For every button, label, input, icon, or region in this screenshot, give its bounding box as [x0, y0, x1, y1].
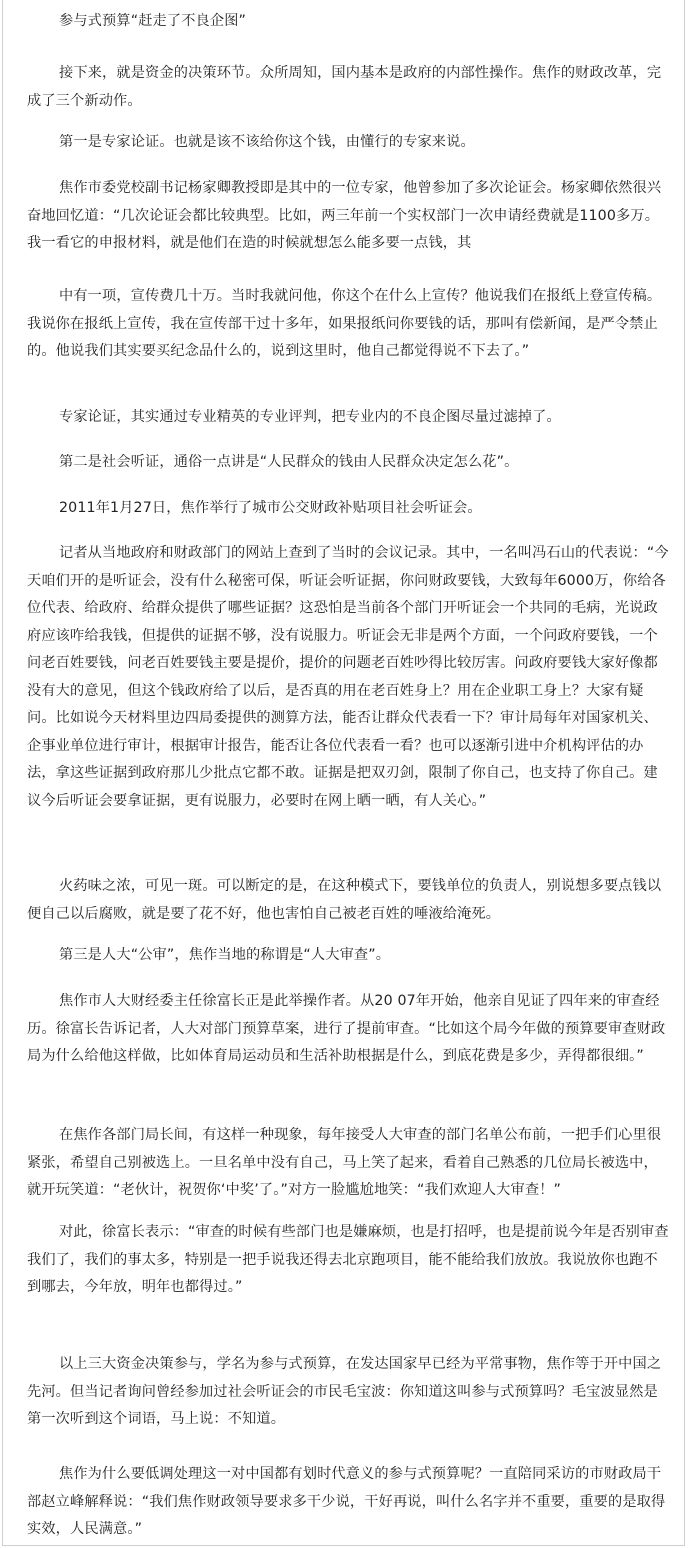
paragraph-expert-summary: 专家论证，其实通过专业精英的专业评判，把专业内的不良企图尽量过滤掉了。 — [59, 409, 561, 425]
paragraph-low-profile: 焦作为什么要低调处理这一对中国都有划时代意义的参与式预算呢？一直陪同采访的市财政局干部赵立峰解释说：“我们焦作财政领导要求多干少说，干好再说，叫什么名字并不重要，重要的是取得实效，人民满意。” — [27, 1466, 666, 1537]
paragraph-yang-quote-continued: 中有一项，宣传费几十万。当时我就问他，你这个在什么上宣传？他说我们在报纸上登宣传稿。我说你在报纸上宣传，我在宣传部干过十多年，如果报纸问你要钱的话，那叫有偿新闻，是严令禁止的。他说我们其实要买纪念品什么的，说到这里时，他自己都觉得说不下去了。” — [27, 288, 662, 359]
paragraph-public-hearing: 第二是社会听证，通俗一点讲是“人民群众的钱由人民群众决定怎么花”。 — [59, 454, 519, 470]
paragraph-hearing-date: 2011年1月27日，焦作举行了城市公交财政补贴项目社会听证会。 — [59, 500, 482, 516]
paragraph-xu-response: 对此，徐富长表示：“审查的时候有些部门也是嫌麻烦，也是打招呼，也是提前说今年是否别审查我们了，我们的事太多，特别是一把手说我还得去北京跑项目，能不能给我们放放。我说放你也跑不到哪去，今年放，明年也都得过。” — [27, 1224, 669, 1295]
paragraph-npc-review: 第三是人大“公审”，焦作当地的称谓是“人大审查”。 — [59, 947, 391, 963]
paragraph-hearing-comment: 火药味之浓，可见一斑。可以断定的是，在这种模式下，要钱单位的负责人，别说想多要点钱以便自己以后腐败，就是要了花不好，他也害怕自己被老百姓的唾液给淹死。 — [27, 878, 662, 922]
paragraph-yang-jiaqing: 焦作市委党校副书记杨家卿教授即是其中的一位专家，他曾参加了多次论证会。杨家卿依然很兴奋地回忆道：“几次论证会都比较典型。比如，两三年前一个实权部门一次申请经费就是1100多万。我一看它的申报材料，就是他们在造的时候就想怎么能多要一点钱，其 — [27, 180, 662, 251]
paragraph-feng-shishan: 记者从当地政府和财政部门的网站上查到了当时的会议记录。其中，一名叫冯石山的代表说：“今天咱们开的是听证会，没有什么秘密可保，听证会听证据，你问财政要钱，大致每年6000万，你给各位代表、给政府、给群众提供了哪些证据？这恐怕是当前各个部门开听证会一个共同的毛病，光说政府应该咋给我钱，但提供的证据不够，没有说服力。听证会无非是两个方面，一个问政府要钱，一个问老百姓要钱，问老百姓要钱主要是提价，提价的问题老百姓吵得比较厉害。问政府要钱大家好像都没有大的意见，但这个钱政府给了以后，是否真的用在老百姓身上？用在企业职工身上？大家有疑问。比如说今天材料里边四局委提供的测算方法，能否让群众代表看一下？审计局每年对国家机关、企事业单位进行审计，根据审计报告，能否让各位代表看一看？也可以逐渐引进中介机构评估的办法，拿这些证据到政府那儿少批点它都不敢。证据是把双刃剑，限制了你自己，也支持了你自己。建议今后听证会要拿证据，更有说服力，必要时在网上晒一晒，有人关心。” — [27, 545, 669, 809]
paragraph-participatory-budget: 以上三大资金决策参与，学名为参与式预算，在发达国家早已经为平常事物，焦作等于开中国之先河。但当记者询问曾经参加过社会听证会的市民毛宝波：你知道这叫参与式预算吗？毛宝波显然是第一次听到这个词语，马上说：不知道。 — [27, 1356, 662, 1427]
section-heading: 参与式预算“赶走了不良企图” — [59, 13, 247, 29]
paragraph-expert-review: 第一是专家论证。也就是该不该给你这个钱，由懂行的专家来说。 — [59, 134, 475, 150]
paragraph-xu-fuchang: 焦作市人大财经委主任徐富长正是此举操作者。从20 07年开始，他亲自见证了四年来的审查经历。徐富长告诉记者，人大对部门预算草案，进行了提前审查。“比如这个局今年做的预算要审查财政局为什么给他这样做，比如体育局运动员和生活补助根据是什么，到底花费是多少，弄得都很细。” — [27, 993, 666, 1064]
paragraph-bureau-chiefs: 在焦作各部门局长间，有这样一种现象，每年接受人大审查的部门名单公布前，一把手们心里很紧张，希望自己别被选上。一旦名单中没有自己，马上笑了起来，看着自己熟悉的几位局长被选中，就开玩笑道：“老伙计，祝贺你‘中奖’了。”对方一脸尴尬地笑：“我们欢迎人大审查！” — [27, 1127, 662, 1198]
article-frame — [2, 0, 685, 1546]
paragraph-decision-intro: 接下来，就是资金的决策环节。众所周知，国内基本是政府的内部性操作。焦作的财政改革，完成了三个新动作。 — [27, 65, 662, 109]
